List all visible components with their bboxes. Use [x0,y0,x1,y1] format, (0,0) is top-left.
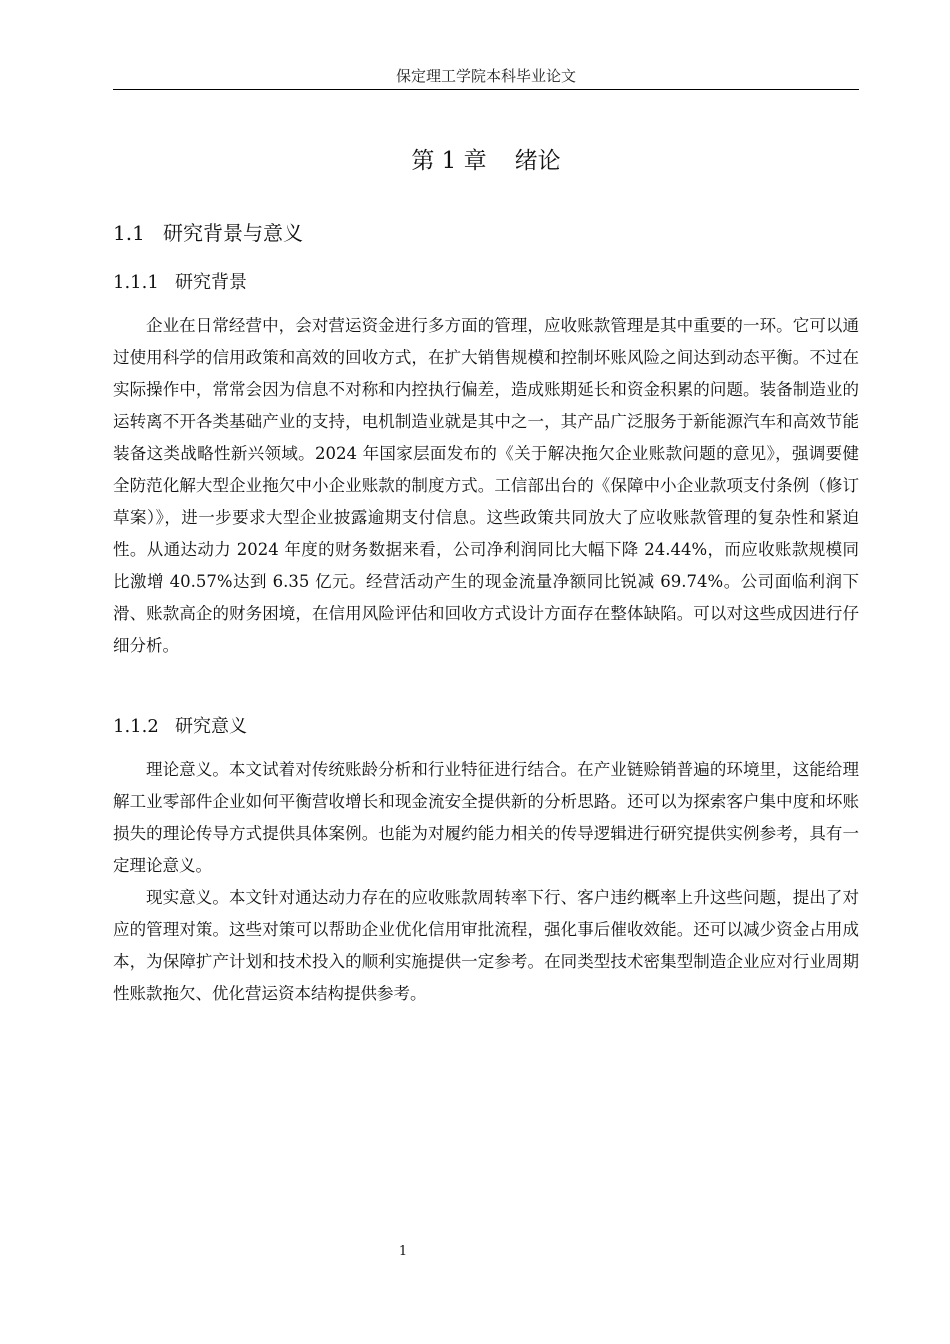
subsection-title: 研究背景 [175,272,247,293]
chapter-number: 第 1 章 [411,148,487,174]
subsection-heading-background [113,270,247,296]
paragraph: 理论意义。本文试着对传统账龄分析和行业特征进行结合。在产业链赊销普遍的环境里，这能给理解工业零部件企业如何平衡营收增长和现金流安全提供新的分析思路。还可以为探索客户集中度和坏账损失的理论传导方式提供具体案例。也能为对履约能力相关的传导逻辑进行研究提供实例参考，具有一定理论意义。 [113,760,859,875]
running-header: 保定理工学院本科毕业论文 [395,67,576,85]
header-rule [113,89,859,90]
section-heading [113,219,303,247]
chapter-title [113,145,859,177]
chapter-name: 绪论 [514,148,561,174]
section-title: 研究背景与意义 [163,221,303,245]
subsection-heading-significance [113,714,247,740]
page-number: 1 [398,1244,408,1259]
subsection-title: 研究意义 [175,716,247,737]
subsection-number: 1.1.2 [113,716,159,737]
subsection-number: 1.1.1 [113,272,159,293]
paragraph: 现实意义。本文针对通达动力存在的应收账款周转率下行、客户违约概率上升这些问题，提出了对应的管理对策。这些对策可以帮助企业优化信用审批流程，强化事后催收效能。还可以减少资金占用成本，为保障扩产计划和技术投入的顺利实施提供一定参考。在同类型技术密集型制造企业应对行业周期性账款拖欠、优化营运资本结构提供参考。 [113,888,859,1003]
significance-body [113,754,859,1010]
paragraph: 企业在日常经营中，会对营运资金进行多方面的管理，应收账款管理是其中重要的一环。它可以通过使用科学的信用政策和高效的回收方式，在扩大销售规模和控制坏账风险之间达到动态平衡。不过在实际操作中，常常会因为信息不对称和内控执行偏差，造成账期延长和资金积累的问题。装备制造业的运转离不开各类基础产业的支持，电机制造业就是其中之一，其产品广泛服务于新能源汽车和高效节能装备这类战略性新兴领域。2024 年国家层面发布的《关于解决拖欠企业账款问题的意见》，强调要健全防范化解大型企业拖欠中小企业账款的制度方式。工信部出台的《保障中小企业款项支付条例（修订草案）》，进一步要求大型企业披露逾期支付信息。这些政策共同放大了应收账款管理的复杂性和紧迫性。从通达动力 2024 年度的财务数据来看，公司净利润同比大幅下降 24.44%，而应收账款规模同比激增 40.57%达到 6.35 亿元。经营活动产生的现金流量净额同比锐减 69.74%。公司面临利润下滑、账款高企的财务困境，在信用风险评估和回收方式设计方面存在整体缺陷。可以对这些成因进行仔细分析。 [113,316,859,655]
background-body [113,310,859,662]
section-number: 1.1 [113,221,145,245]
